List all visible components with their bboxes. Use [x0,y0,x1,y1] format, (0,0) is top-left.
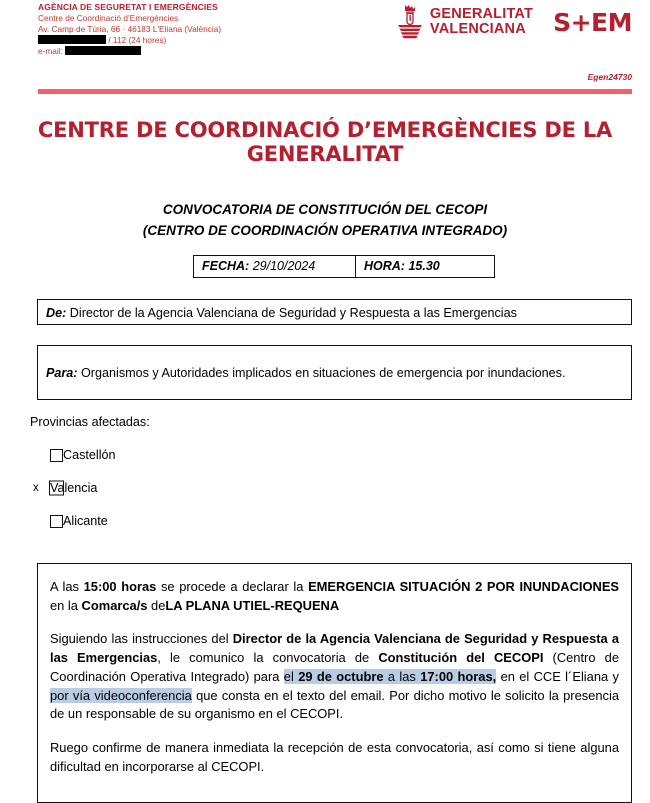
p1-b4: LA PLANA UTIEL-REQUENA [165,597,340,613]
email-line [38,46,221,57]
redaction-bar-email [65,46,141,55]
p2-h1b: 29 de octubre [298,668,384,684]
fecha-label: FECHA: [202,259,250,273]
province-label-alicante: Alicante [63,514,108,528]
para-value: Organismos y Autoridades implicados en situaciones de emergencia por inundaciones. [81,365,566,380]
body-content-box [37,563,632,803]
letterhead [0,0,650,82]
email-label: e-mail: [38,46,63,57]
province-label-valencia: Valencia [50,481,98,495]
center-name: Centre de Coordinació d’Emergències [38,13,179,24]
p1-b3: Comarca/s [81,597,148,613]
checkbox-castellon-icon[interactable] [50,449,63,462]
stem-logo: S+EM [553,7,632,37]
province-label-castellon: Castellón [63,448,116,462]
body-paragraph-3: Ruego confirme de manera inmediata la recepción de esta convocatoria, así como si tiene alguna dificultad en incorporarse al CECOPI. [50,739,619,774]
para-row [46,366,565,380]
p2-t2: , le comunico la convocatoria de [157,650,379,666]
p2-b1: Director de la Agencia Valenciana de Seguridad y Respuesta a las Emergencias [50,631,620,666]
province-row-castellon[interactable] [50,448,116,462]
generalitat-wordmark [430,7,533,37]
p1-t4: de [147,597,166,613]
p2-h1d: 17:00 horas, [420,668,497,684]
header-divider [38,89,632,94]
p1-t1: A las [50,579,84,594]
body-paragraph-2 [50,630,619,724]
highlight-meeting-datetime [284,669,496,684]
address-line: Av. Camp de Túria, 66 · 46183 L'Eliana (València) [38,24,222,35]
page-title: CENTRE DE COORDINACIÓ D’EMERGÈNCIES DE LA GENERALITAT [37,118,613,166]
phone-line [38,35,221,46]
p2-t1: Siguiendo las instrucciones del [50,631,233,647]
province-row-valencia[interactable] [33,481,97,495]
de-value: Director de la Agencia Valenciana de Seguridad y Respuesta a las Emergencias [69,306,517,320]
p1-t2: se procede a declarar la [156,579,309,594]
hora-value: 15.30 [408,259,440,273]
generalitat-valenciana-logo [396,4,533,40]
agency-name: AGÈNCIA DE SEGURETAT I EMERGÈNCIES [38,2,218,12]
p2-b2: Constitución del CECOPI [378,650,544,666]
field-para [37,345,632,400]
generalitat-wordmark-line2: VALENCIANA [429,21,526,37]
checkbox-alicante-icon[interactable] [50,515,63,528]
hora-label: HORA: [364,259,405,273]
province-label-valencia-wrap[interactable] [50,481,97,495]
body-paragraph-1 [50,578,619,615]
provinces-heading: Provincias afectadas: [30,415,150,429]
document-reference: Egen24730 [587,72,632,82]
p1-b1: 15:00 horas [83,579,157,594]
subtitle-line-2: (CENTRO DE COORDINACIÓN OPERATIVA INTEGRADO) [142,222,508,238]
generalitat-crest-icon [396,4,424,40]
p1-b2: EMERGENCIA SITUACIÓN 2 POR INUNDACIONES [308,579,620,594]
fecha-cell [193,255,355,278]
document-subtitle [0,200,650,242]
province-row-alicante[interactable] [50,514,108,528]
p2-t5: que consta en el texto del email. Por dicho motivo le solicito la presencia de un responsable de su organismo en el CECOPI. [50,687,619,722]
check-mark-valencia: x [33,482,39,494]
de-label: De: [46,306,67,320]
checkbox-valencia-icon[interactable] [49,481,64,496]
letterhead-logos [396,4,634,40]
para-label: Para: [46,365,78,380]
p2-t3: (Centro de Coordinación Operativa Integrado) para [50,650,619,684]
subtitle-line-1: CONVOCATORIA DE CONSTITUCIÓN DEL CECOPI [162,202,488,217]
p2-h1c: a las [383,668,421,684]
datetime-row [193,255,495,278]
p1-t3: en la [50,597,82,613]
generalitat-wordmark-line1: GENERALITAT [429,6,534,23]
highlight-videoconference: por vía videoconferencia [50,687,192,703]
phone-suffix: / 112 (24 hores) [108,35,167,46]
letterhead-contact-block [38,2,221,57]
fecha-value: 29/10/2024 [252,259,316,273]
field-de [37,299,632,325]
p2-t4: en el CCE l´Eliana y [496,668,619,684]
p2-h1a: el [283,668,299,684]
redaction-bar-phone [38,35,106,44]
hora-cell [355,255,495,278]
